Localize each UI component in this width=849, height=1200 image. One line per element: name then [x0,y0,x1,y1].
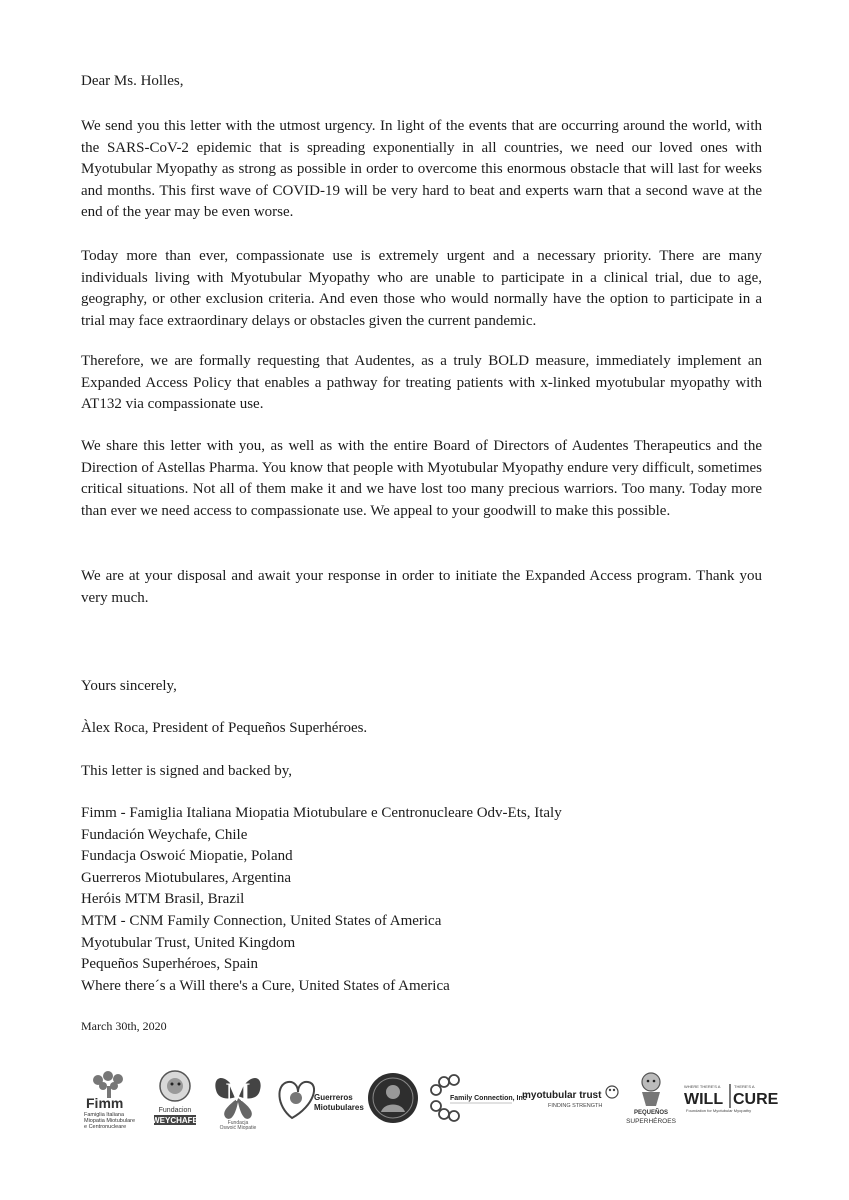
organization-item: Guerreros Miotubulares, Argentina [81,869,292,886]
paragraph-4: We share this letter with you, as well as with the entire Board of Directors of Audentes Therapeutics and the Direction of Astellas Pharma. You know that people with Myotubular Myopathy endure very difficult, sometimes critical situations. Not all of them make it and we have lost too many precious warriors. Too many. Today more than ever we need access to compassionate use. We appeal to your goodwill to make this possible. [81,438,762,519]
organization-item: MTM - CNM Family Connection, United States of America [81,912,442,929]
organization-item: Fundación Weychafe, Chile [81,826,248,843]
organization-item: Heróis MTM Brasil, Brazil [81,891,245,908]
fimm-logo [80,1068,142,1130]
oswoic-logo-line2: Oswoić Miopatie [219,1125,257,1131]
signer: Àlex Roca, President of Pequeños Superhéroes. [81,720,368,736]
will-cure-logo [682,1068,779,1130]
guerreros-logo-line2: Miotubulares [314,1103,364,1112]
guerreros-logo-line1: Guerreros [314,1093,353,1102]
organization-item: Myotubular Trust, United Kingdom [81,934,296,951]
salutation: Dear Ms. Holles, [81,73,184,89]
paragraph-5: We are at your disposal and await your response in order to initiate the Expanded Access program. Thank you very much. [81,568,762,606]
logo-strip [78,1068,778,1130]
fimm-logo-line2: Miopatia Miotubulare [84,1118,136,1124]
organization-item: Pequeños Superhéroes, Spain [81,956,259,973]
myotubular-trust-logo [522,1068,620,1130]
fimm-logo-line1: Famiglia Italiana [84,1112,125,1118]
pequenos-logo-line1: PEQUEÑOS [633,1110,669,1116]
myotubular-trust-logo-line1: myotubular trust [522,1090,602,1101]
fimm-logo-name: Fimm [86,1095,124,1111]
will-cure-logo-will: WILL [684,1091,724,1108]
will-cure-logo-cure: CURE [733,1091,779,1108]
pequenos-superheroes-logo [626,1068,676,1130]
svg-text:M: M [225,1078,251,1107]
family-connection-logo-line1: Family Connection, Inc [450,1095,527,1102]
organization-list [81,803,562,997]
weychafe-logo-line2: WEYCHAFE [152,1116,198,1125]
myotubular-trust-logo-line2: FINDING STRENGTH [548,1103,603,1109]
weychafe-logo-line1: Fundacion [158,1107,192,1114]
family-connection-logo [428,1068,527,1130]
fimm-logo-line3: e Centronucleare [84,1124,127,1130]
guerreros-logo [274,1068,364,1130]
will-cure-logo-small-right: THERE'S A [734,1084,755,1089]
oswoic-logo-line1: Fundacja [227,1120,249,1126]
will-cure-logo-small-left: WHERE THERE'S A [684,1084,721,1089]
letter-date: March 30th, 2020 [81,1019,167,1033]
letter-body [81,70,762,1033]
weychafe-logo [152,1068,198,1130]
paragraph-2: Today more than ever, compassionate use is extremely urgent and a necessary priority. There are many individuals living with Myotubular Myopathy who are unable to participate in a clinical trial, due to age, geography, or other exclusion criteria. And even those who would normally have the option to participate in a trial may face extraordinary delays or obstacles given the current pandemic. [81,248,762,329]
paragraph-1: We send you this letter with the utmost urgency. In light of the events that are occurring around the world, with the SARS-CoV-2 epidemic that is spreading exponentially in all countries, we need our loved ones with Myotubular Myopathy as strong as possible in order to overcome this enormous obstacle that will last for weeks and months. This first wave of COVID-19 will be very hard to beat and experts warn that a second wave at the end of the year may be even worse. [81,118,762,220]
oswoic-logo [210,1068,266,1130]
organization-item: Where there´s a Will there's a Cure, United States of America [81,977,450,994]
herois-mtm-logo [366,1068,420,1130]
backed-intro: This letter is signed and backed by, [81,763,293,779]
pequenos-logo-line2: SUPERHÉROES [626,1118,676,1125]
paragraph-3: Therefore, we are formally requesting that Audentes, as a truly BOLD measure, immediately implement an Expanded Access Policy that enables a pathway for treating patients with x-linked myotubular myopathy with AT132 via compassionate use. [81,353,762,412]
organization-item: Fundacja Oswoić Miopatie, Poland [81,848,293,865]
will-cure-logo-tagline: Foundation for Myotubular Myopathy [686,1108,752,1113]
closing: Yours sincerely, [81,678,177,694]
organization-item: Fimm - Famiglia Italiana Miopatia Miotubulare e Centronucleare Odv-Ets, Italy [81,805,562,821]
